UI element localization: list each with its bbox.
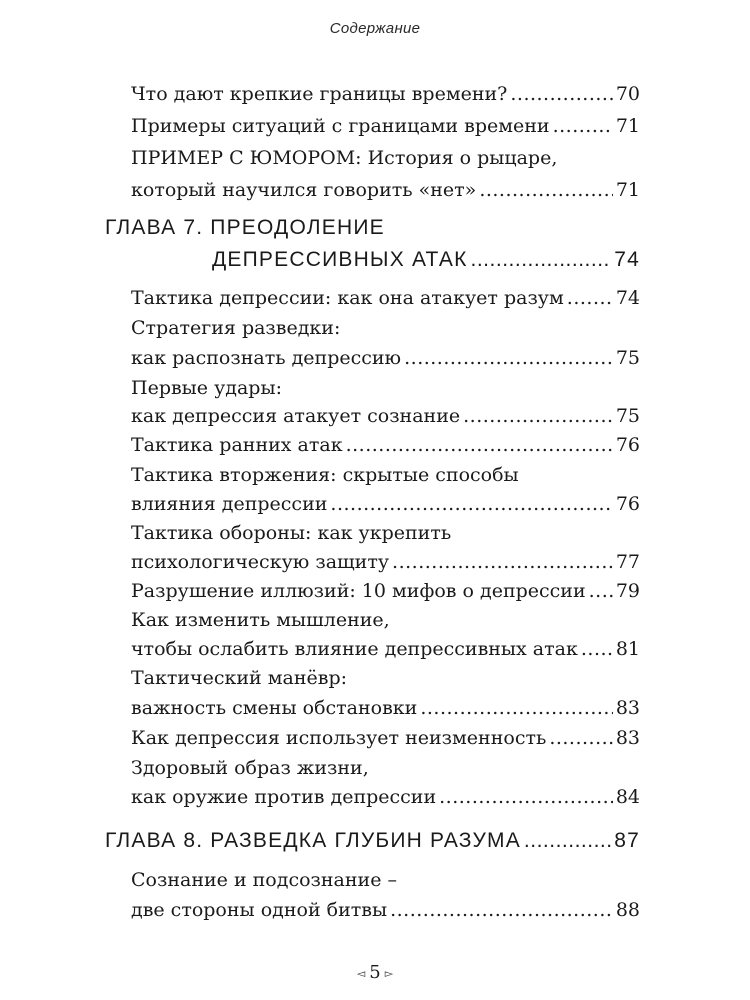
toc-entry-line [131, 316, 640, 340]
toc-entry-page: 75 [615, 405, 640, 427]
toc-entry-title: как депрессия атакует сознание [131, 405, 461, 427]
toc-entry [131, 550, 640, 574]
toc-entry-page: 76 [615, 434, 640, 456]
toc-entry [131, 492, 640, 516]
toc-entry-title: Примеры ситуаций с границами времени [131, 115, 550, 137]
toc-entry-page: 75 [615, 347, 640, 369]
toc-entry-title: Тактический манёвр: [131, 667, 348, 689]
toc-entry-title: Как депрессия использует неизменность [131, 727, 547, 749]
toc-entry-title: чтобы ослабить влияние депрессивных атак [131, 638, 578, 660]
toc-entry-line [131, 868, 640, 892]
dot-leader [392, 550, 613, 574]
dot-leader [404, 346, 613, 370]
toc-entry-page: 79 [615, 580, 640, 602]
right-ornament-icon: ▻ [384, 966, 394, 980]
toc-entry-title: Сознание и подсознание – [131, 869, 397, 891]
toc-entry-title: Что дают крепкие границы времени? [131, 83, 508, 105]
running-header: Содержание [329, 20, 421, 37]
dot-leader [581, 637, 613, 661]
toc-entry-title: Тактика ранних атак [131, 434, 343, 456]
dot-leader [463, 404, 613, 428]
dot-leader [567, 286, 613, 310]
toc-entry-page: 88 [615, 899, 640, 921]
chapter-heading [105, 829, 640, 853]
toc-entry [131, 898, 640, 922]
toc-entry-page: 70 [615, 83, 640, 105]
toc-entry-title: Здоровый образ жизни, [131, 757, 369, 779]
toc-entry [131, 82, 640, 106]
chapter-heading-title: ГЛАВА 8. РАЗВЕДКА ГЛУБИН РАЗУМА [105, 829, 521, 852]
dot-leader [330, 492, 612, 516]
toc-entry-title: Как изменить мышление, [131, 609, 390, 631]
dot-leader [439, 785, 613, 809]
toc-entry-title: как оружие против депрессии [131, 786, 437, 808]
toc-entry-title: как распознать депрессию [131, 347, 402, 369]
toc-entry-page: 83 [615, 727, 640, 749]
toc-entry-title: ПРИМЕР С ЮМОРОМ: История о рыцаре, [131, 147, 558, 169]
toc-entry-line [131, 376, 640, 400]
page-number: 5 [369, 962, 381, 983]
toc-entry-line [131, 463, 640, 487]
toc-entry-line [131, 756, 640, 780]
toc-entry [131, 114, 640, 138]
toc-entry-line [131, 146, 640, 170]
toc-entry [131, 637, 640, 661]
toc-entry-title: Тактика обороны: как укрепить [131, 522, 452, 544]
toc-entry [131, 726, 640, 750]
toc-entry-page: 76 [615, 493, 640, 515]
chapter-heading [212, 248, 640, 272]
dot-leader [510, 82, 612, 106]
chapter-heading-page: 74 [614, 248, 640, 271]
toc-entry-line [131, 666, 640, 690]
chapter-heading [105, 216, 640, 240]
toc-entry [131, 346, 640, 370]
toc-entry-title: две стороны одной битвы [131, 899, 388, 921]
dot-leader [553, 114, 613, 138]
dot-leader [549, 726, 613, 750]
toc-entry-page: 84 [615, 786, 640, 808]
toc-entry [131, 579, 640, 603]
toc-entry-title: который научился говорить «нет» [131, 179, 477, 201]
toc-entry-title: Тактика вторжения: скрытые способы [131, 464, 519, 486]
toc-entry-page: 81 [615, 638, 640, 660]
dot-leader [471, 248, 612, 272]
dot-leader [420, 696, 612, 720]
chapter-heading-page: 87 [614, 829, 640, 852]
toc-entry [131, 286, 640, 310]
page-footer [0, 962, 750, 983]
toc-entry-page: 83 [615, 697, 640, 719]
toc-entry-title: важность смены обстановки [131, 697, 418, 719]
toc-entry [131, 433, 640, 457]
toc-entry-title: Разрушение иллюзий: 10 мифов о депрессии [131, 580, 586, 602]
toc-entry-line [131, 608, 640, 632]
chapter-heading-title: ДЕПРЕССИВНЫХ АТАК [212, 248, 468, 271]
toc-entry-page: 74 [615, 287, 640, 309]
dot-leader [346, 433, 613, 457]
toc-entry-title: Первые удары: [131, 377, 282, 399]
toc-entry [131, 696, 640, 720]
dot-leader [524, 829, 611, 853]
toc-entry-page: 77 [615, 551, 640, 573]
toc-entry [131, 785, 640, 809]
toc-entry-title: Тактика депрессии: как она атакует разум [131, 287, 564, 309]
toc-entry [131, 178, 640, 202]
dot-leader [589, 579, 613, 603]
left-ornament-icon: ◅ [356, 966, 366, 980]
toc-entry-line [131, 521, 640, 545]
dot-leader [479, 178, 613, 202]
toc-entry-title: психологическую защиту [131, 551, 390, 573]
dot-leader [390, 898, 613, 922]
toc-entry-title: влияния депрессии [131, 493, 328, 515]
toc-entry [131, 404, 640, 428]
chapter-heading-title: ГЛАВА 7. ПРЕОДОЛЕНИЕ [105, 216, 385, 239]
toc-entry-title: Стратегия разведки: [131, 317, 341, 339]
toc-entry-page: 71 [615, 115, 640, 137]
toc-entry-page: 71 [615, 179, 640, 201]
